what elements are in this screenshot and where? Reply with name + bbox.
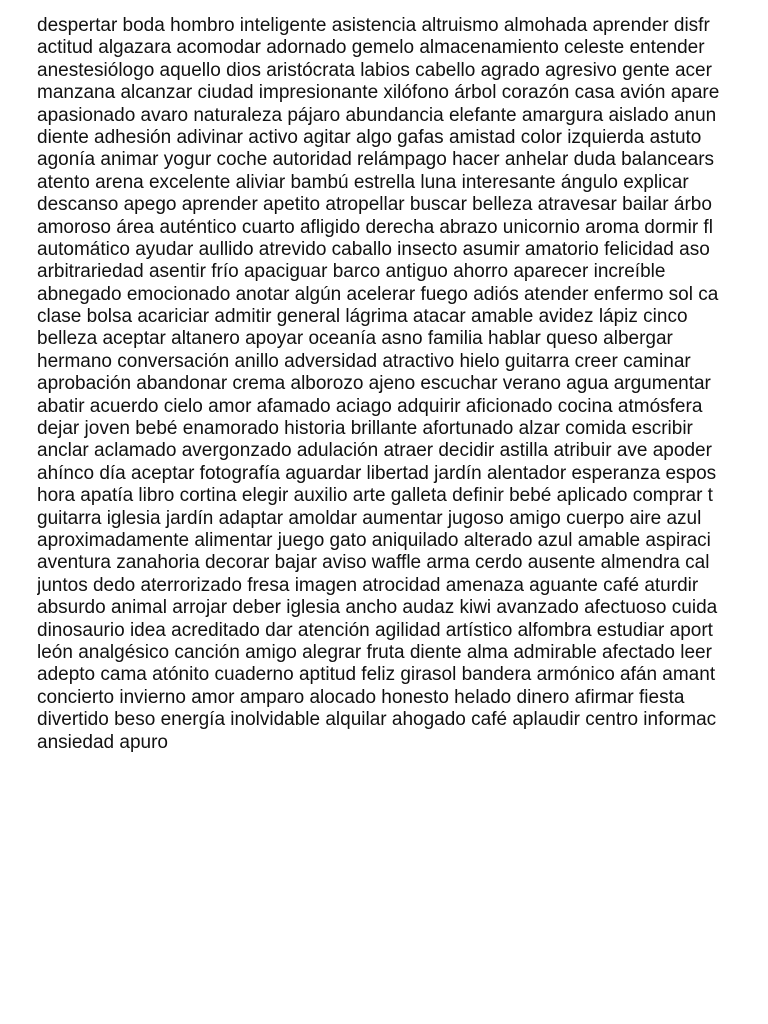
word-list-text: [37, 15, 768, 754]
text-line: hermano conversación anillo adversidad atractivo hielo guitarra creer caminar: [37, 350, 691, 372]
text-line: atento arena excelente aliviar bambú estrella luna interesante ángulo explicar: [37, 171, 689, 193]
text-line: abnegado emocionado anotar algún acelerar fuego adiós atender enfermo sol ca: [37, 283, 719, 305]
text-line: aventura zanahoria decorar bajar aviso waffle arma cerdo ausente almendra cal: [37, 552, 710, 574]
text-line: agonía animar yogur coche autoridad relámpago hacer anhelar duda balancears: [37, 149, 715, 171]
text-line: absurdo animal arrojar deber iglesia ancho audaz kiwi avanzado afectuoso cuida: [37, 597, 718, 619]
text-line: anestesiólogo aquello dios aristócrata labios cabello agrado agresivo gente acer: [37, 59, 712, 81]
text-line: belleza aceptar altanero apoyar oceanía asno familia hablar queso albergar: [37, 328, 673, 350]
text-line: manzana alcanzar ciudad impresionante xilófono árbol corazón casa avión apare: [37, 82, 720, 104]
text-line: dejar joven bebé enamorado historia brillante afortunado alzar comida escribir: [37, 418, 693, 440]
text-line: arbitrariedad asentir frío apaciguar barco antiguo ahorro aparecer increíble: [37, 261, 666, 283]
text-line: diente adhesión adivinar activo agitar algo gafas amistad color izquierda astuto: [37, 126, 702, 148]
text-line: despertar boda hombro inteligente asistencia altruismo almohada aprender disfr: [37, 15, 710, 36]
text-line: clase bolsa acariciar admitir general lágrima atacar amable avidez lápiz cinco: [37, 306, 688, 328]
text-line: descanso apego aprender apetito atropellar buscar belleza atravesar bailar árbo: [37, 194, 712, 216]
text-line: ansiedad apuro: [37, 731, 168, 753]
text-line: ahínco día aceptar fotografía aguardar libertad jardín alentador esperanza espos: [37, 462, 717, 484]
text-line: automático ayudar aullido atrevido caballo insecto asumir amatorio felicidad aso: [37, 238, 710, 260]
text-line: hora apatía libro cortina elegir auxilio arte galleta definir bebé aplicado comprar t: [37, 485, 713, 507]
text-line: concierto invierno amor amparo alocado honesto helado dinero afirmar fiesta: [37, 686, 685, 708]
text-line: actitud algazara acomodar adornado gemelo almacenamiento celeste entender: [37, 37, 705, 59]
text-line: amoroso área auténtico cuarto afligido derecha abrazo unicornio aroma dormir fl: [37, 216, 713, 238]
text-line: divertido beso energía inolvidable alquilar ahogado café aplaudir centro informac: [37, 709, 717, 731]
text-line: adepto cama atónito cuaderno aptitud feliz girasol bandera armónico afán amant: [37, 664, 716, 686]
text-line: abatir acuerdo cielo amor afamado aciago adquirir aficionado cocina atmósfera: [37, 395, 703, 417]
text-line: aprobación abandonar crema alborozo ajeno escuchar verano agua argumentar: [37, 373, 711, 395]
text-line: dinosaurio idea acreditado dar atención agilidad artístico alfombra estudiar aport: [37, 619, 713, 641]
text-line: aproximadamente alimentar juego gato aniquilado alterado azul amable aspiraci: [37, 529, 711, 551]
text-line: apasionado avaro naturaleza pájaro abundancia elefante amargura aislado anun: [37, 104, 717, 126]
text-line: león analgésico canción amigo alegrar fruta diente alma admirable afectado leer: [37, 641, 712, 663]
text-line: guitarra iglesia jardín adaptar amoldar aumentar jugoso amigo cuerpo aire azul: [37, 507, 702, 529]
text-line: anclar aclamado avergonzado adulación atraer decidir astilla atribuir ave apoder: [37, 440, 712, 462]
text-line: juntos dedo aterrorizado fresa imagen atrocidad amenaza aguante café aturdir: [37, 574, 699, 596]
